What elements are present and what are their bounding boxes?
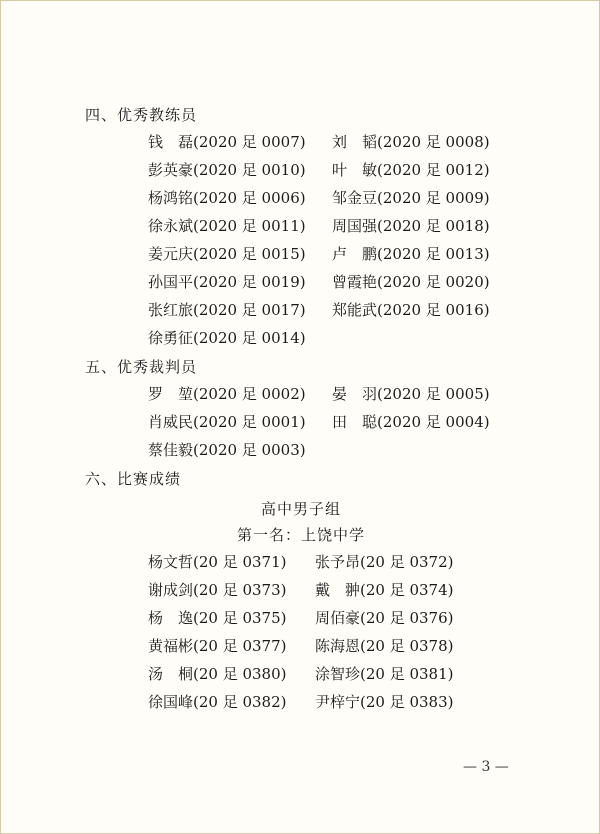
- referee-name: 罗 堃(2020 足 0002): [148, 385, 306, 403]
- player-name: 黄福彬(20 足 0377): [148, 637, 287, 655]
- coach-name: 张红旅(2020 足 0017): [148, 301, 306, 319]
- player-name: 谢成剑(20 足 0373): [148, 581, 287, 599]
- player-name: 张予昂(20 足 0372): [315, 553, 454, 571]
- player-name: 杨文哲(20 足 0371): [148, 553, 287, 571]
- section-heading-coaches: 四、优秀教练员: [85, 106, 198, 124]
- referee-name: 蔡佳毅(2020 足 0003): [148, 441, 306, 459]
- coach-name: 卢 鹏(2020 足 0013): [332, 245, 490, 263]
- coach-name: 彭英豪(2020 足 0010): [148, 161, 306, 179]
- place-title: 第一名：上饶中学: [236, 526, 365, 544]
- referee-name: 田 聪(2020 足 0004): [332, 413, 490, 431]
- player-name: 戴 翀(20 足 0374): [315, 581, 454, 599]
- coach-name: 刘 韬(2020 足 0008): [332, 133, 490, 151]
- player-name: 汤 桐(20 足 0380): [148, 665, 287, 683]
- coach-name: 杨鸿铭(2020 足 0006): [148, 189, 306, 207]
- player-name: 徐国峰(20 足 0382): [148, 693, 287, 711]
- coach-name: 邹金豆(2020 足 0009): [332, 189, 490, 207]
- coach-name: 曾霞艳(2020 足 0020): [332, 273, 490, 291]
- coach-name: 姜元庆(2020 足 0015): [148, 245, 306, 263]
- coach-name: 叶 敏(2020 足 0012): [332, 161, 490, 179]
- coach-name: 徐永斌(2020 足 0011): [148, 217, 306, 235]
- player-name: 陈海恩(20 足 0378): [315, 637, 454, 655]
- player-name: 涂智珍(20 足 0381): [315, 665, 454, 683]
- player-name: 周佰豪(20 足 0376): [315, 609, 454, 627]
- player-name: 尹梓宁(20 足 0383): [315, 693, 454, 711]
- group-title: 高中男子组: [260, 500, 341, 518]
- referee-name: 肖威民(2020 足 0001): [148, 413, 306, 431]
- coach-name: 郑能武(2020 足 0016): [332, 301, 490, 319]
- player-name: 杨 逸(20 足 0375): [148, 609, 287, 627]
- section-heading-referees: 五、优秀裁判员: [85, 358, 198, 376]
- section-heading-results: 六、比赛成绩: [85, 470, 182, 488]
- page-number: — 3 —: [463, 759, 509, 775]
- coach-name: 徐勇征(2020 足 0014): [148, 329, 306, 347]
- coach-name: 钱 磊(2020 足 0007): [148, 133, 306, 151]
- coach-name: 孙国平(2020 足 0019): [148, 273, 306, 291]
- referee-name: 晏 羽(2020 足 0005): [332, 385, 490, 403]
- coach-name: 周国强(2020 足 0018): [332, 217, 490, 235]
